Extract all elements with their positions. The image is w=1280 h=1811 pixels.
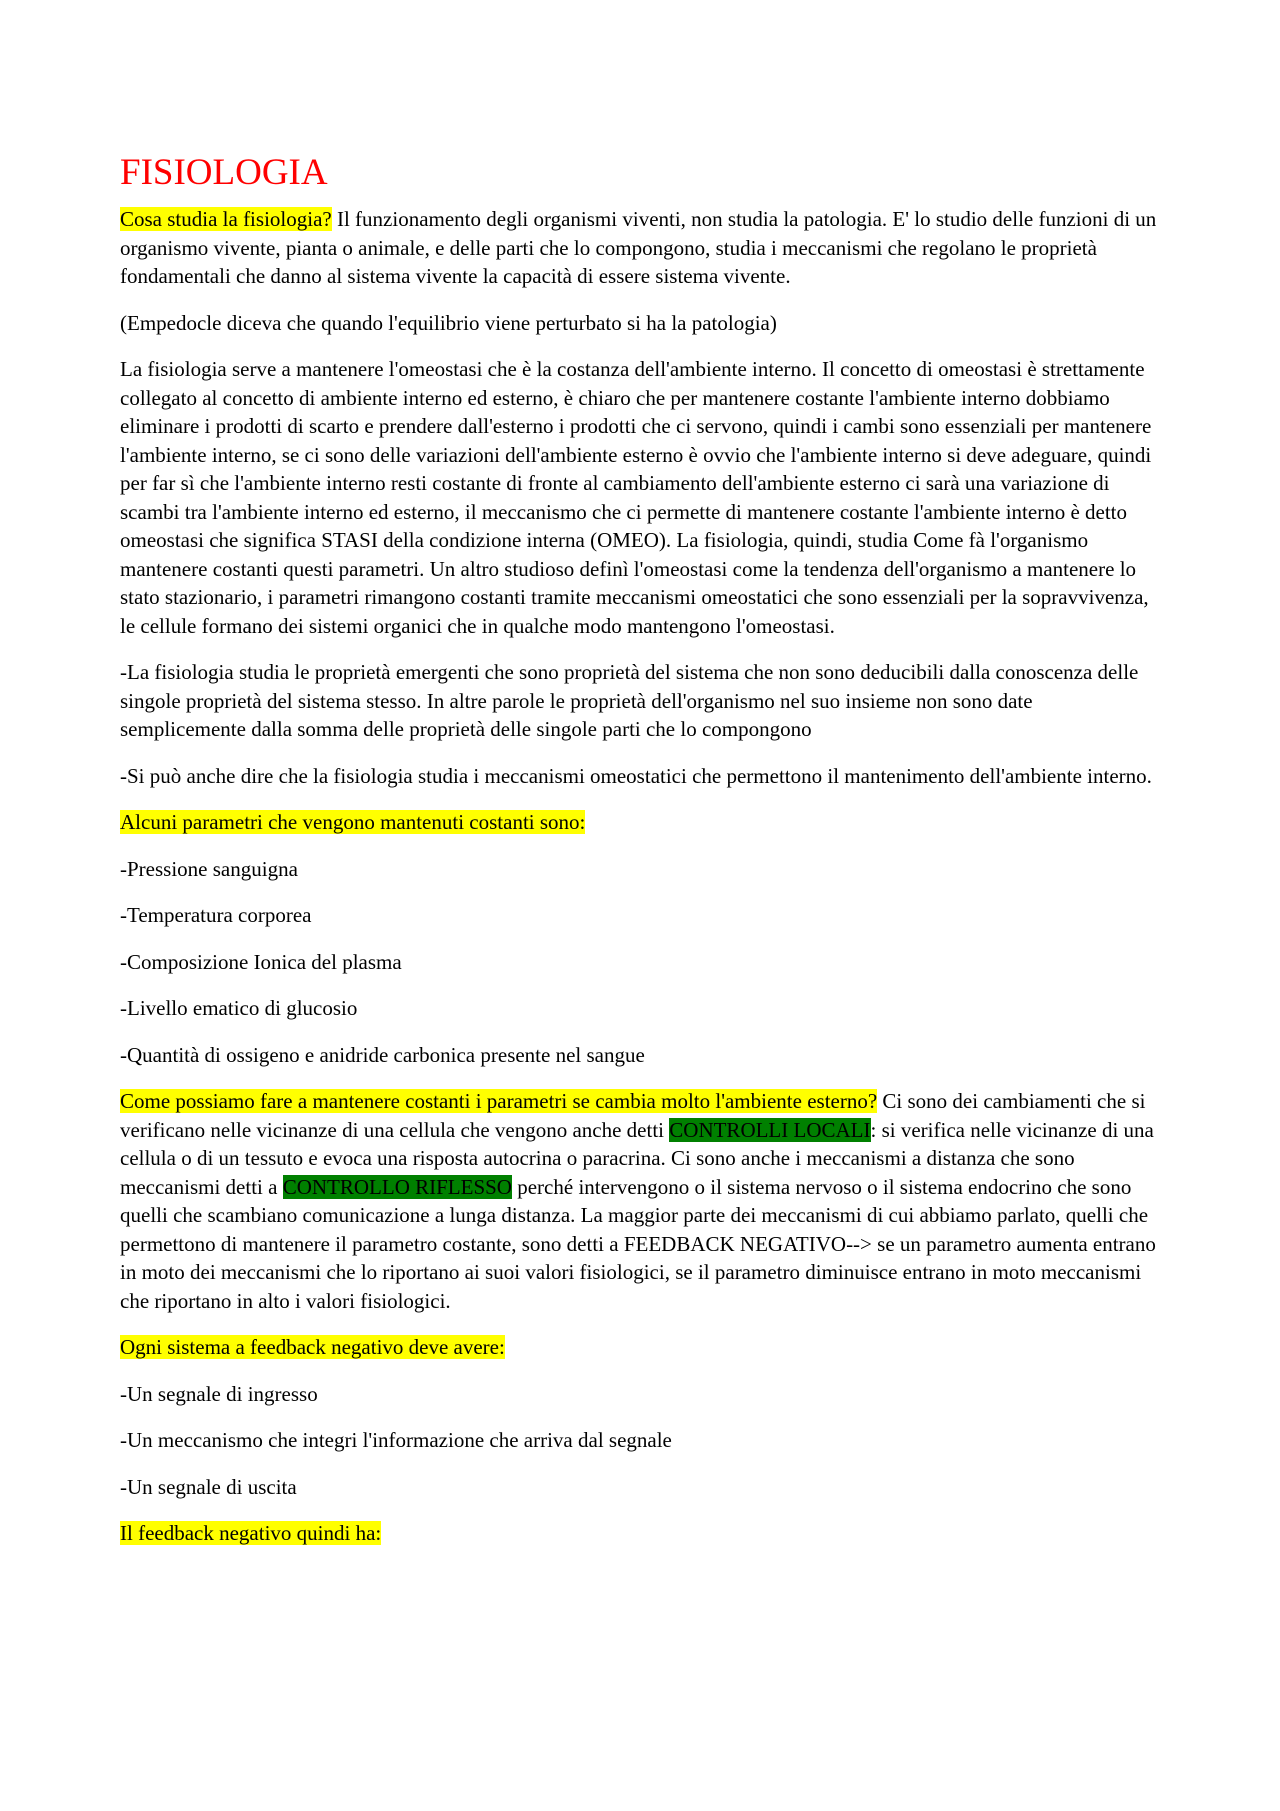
paragraph-controlli <box>120 1087 1160 1315</box>
highlighted-heading: Ogni sistema a feedback negativo deve avere: <box>120 1335 505 1359</box>
highlighted-question: Cosa studia la fisiologia? <box>120 207 332 231</box>
highlighted-term-controlli-locali: CONTROLLI LOCALI <box>669 1117 871 1142</box>
list-item: -Un segnale di ingresso <box>120 1381 318 1406</box>
highlighted-term-controllo-riflesso: CONTROLLO RIFLESSO <box>282 1174 512 1199</box>
list-item: -Composizione Ionica del plasma <box>120 949 402 974</box>
document-page <box>120 150 1160 1566</box>
paragraph-empedocle: (Empedocle diceva che quando l'equilibrio viene perturbato si ha la patologia) <box>120 310 777 335</box>
paragraph-text: perché intervengono o il sistema nervoso o il sistema endocrino che sono quelli che scambiano comunicazione a lunga distanza. La maggior parte dei meccanismi di cui abbiamo parlato, quelli che permettono di mantenere il parametro costante, sono detti a FEEDBACK NEGATIVO--> se un parametro aumenta entrano in moto dei meccanismi che lo riportano ai suoi valori fisiologici, se il parametro diminuisce entrano in moto meccanismi che riportano in alto i valori fisiologici. <box>120 1174 1156 1313</box>
page-title: FISIOLOGIA <box>120 152 328 193</box>
paragraph-omeostasi: La fisiologia serve a mantenere l'omeostasi che è la costanza dell'ambiente interno. Il concetto di omeostasi è strettamente collegato al concetto di ambiente interno ed esterno, è chiaro che per mantenere costante l'ambiente interno dobbiamo eliminare i prodotti di scarto e prendere dall'esterno i prodotti che ci servono, quindi i cambi sono essenziali per mantenere l'ambiente interno, se ci sono delle variazioni dell'ambiente esterno è ovvio che l'ambiente interno si deve adeguare, quindi per far sì che l'ambiente interno resti costante di fronte al cambiamento dell'ambiente esterno ci sarà una variazione di scambi tra l'ambiente interno ed esterno, il meccanismo che ci permette di mantenere costante l'ambiente interno è detto omeostasi che significa STASI della condizione interna (OMEO). La fisiologia, quindi, studia Come fà l'organismo mantenere costanti questi parametri. Un altro studioso definì l'omeostasi come la tendenza dell'organismo a mantenere lo stato stazionario, i parametri rimangono costanti tramite meccanismi omeostatici che sono essenziali per la sopravvivenza, le cellule formano dei sistemi organici che in qualche modo mantengono l'omeostasi. <box>120 357 1152 638</box>
paragraph-text: Ci sono dei cambiamenti che si verificano nelle vicinanze di una cellula che vengono anche detti <box>120 1089 1146 1142</box>
paragraph-meccanismi-omeostatici: -Si può anche dire che la fisiologia studia i meccanismi omeostatici che permettono il mantenimento dell'ambiente interno. <box>120 763 1152 788</box>
list-item: -Un meccanismo che integri l'informazione che arriva dal segnale <box>120 1428 672 1452</box>
feedback-heading <box>120 1333 1160 1362</box>
list-item: -Pressione sanguigna <box>120 856 298 881</box>
list-item: -Un segnale di uscita <box>120 1474 297 1499</box>
list-item: -Livello ematico di glucosio <box>120 996 358 1020</box>
paragraph-proprieta-emergenti: -La fisiologia studia le proprietà emergenti che sono proprietà del sistema che non sono deducibili dalla conoscenza delle singole proprietà del sistema stesso. In altre parole le proprietà dell'organismo nel suo insieme non sono date semplicemente dalla somma delle proprietà delle singole parti che lo compongono <box>120 660 1139 741</box>
paragraph-intro <box>120 205 1160 291</box>
paragraph-text: : si verifica nelle vicinanze di una cellula o di un tessuto e evoca una risposta autocrina o paracrina. Ci sono anche i meccanismi a distanza che sono meccanismi detti a <box>120 1117 1154 1199</box>
highlighted-heading: Il feedback negativo quindi ha: <box>120 1521 382 1545</box>
params-heading <box>120 808 1160 837</box>
paragraph-text: Il funzionamento degli organismi viventi, non studia la patologia. E' lo studio delle funzioni di un organismo vivente, pianta o animale, e delle parti che lo compongono, studia i meccanismi che regolano le proprietà fondamentali che danno al sistema vivente la capacità di essere sistema vivente. <box>120 207 1157 288</box>
highlighted-heading: Alcuni parametri che vengono mantenuti costanti sono: <box>120 810 586 834</box>
final-heading <box>120 1519 1160 1548</box>
list-item: -Temperatura corporea <box>120 903 312 927</box>
highlighted-question: Come possiamo fare a mantenere costanti i parametri se cambia molto l'ambiente esterno? <box>120 1089 878 1113</box>
list-item: -Quantità di ossigeno e anidride carbonica presente nel sangue <box>120 1042 645 1067</box>
